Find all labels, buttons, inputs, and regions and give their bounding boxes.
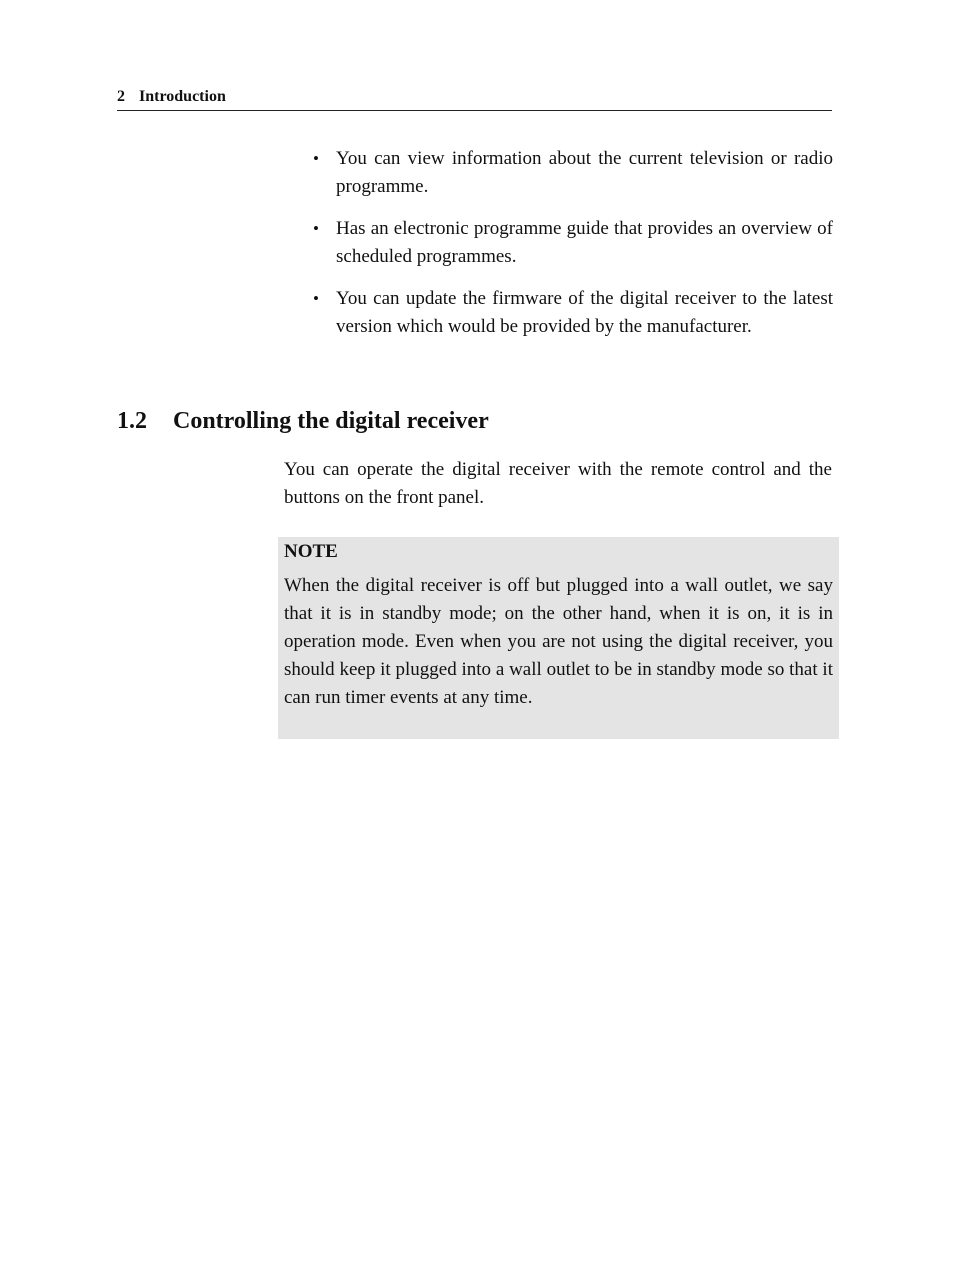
feature-list [313,145,833,355]
list-item-text: You can view information about the current television or radio programme. [336,148,833,197]
chapter-title: Introduction [139,88,226,105]
list-item [313,285,833,341]
note-box [278,537,839,739]
note-text: When the digital receiver is off but plugged into a wall outlet, we say that it is in standby mode; on the other hand, when it is on, it is in operation mode. Even when you are not using the digital receiver, you should keep it plugged into a wall outlet to be in standby mode so that it can run timer events at any time. [284,575,833,708]
section-number: 1.2 [117,408,147,434]
list-item [313,145,833,201]
section-title: Controlling the digital receiver [173,408,489,434]
bullet-icon: • [313,219,319,238]
section-paragraph: You can operate the digital receiver with the remote control and the buttons on the front panel. [284,459,832,508]
list-item [313,215,833,271]
running-header [117,86,832,111]
note-title: NOTE [284,541,338,562]
bullet-icon: • [313,289,319,308]
list-item-text: Has an electronic programme guide that provides an overview of scheduled programmes. [336,218,833,267]
list-item-text: You can update the firmware of the digital receiver to the latest version which would be provided by the manufacturer. [336,288,833,337]
bullet-icon: • [313,149,319,168]
section-heading [117,405,489,437]
page-number: 2 [117,88,125,105]
